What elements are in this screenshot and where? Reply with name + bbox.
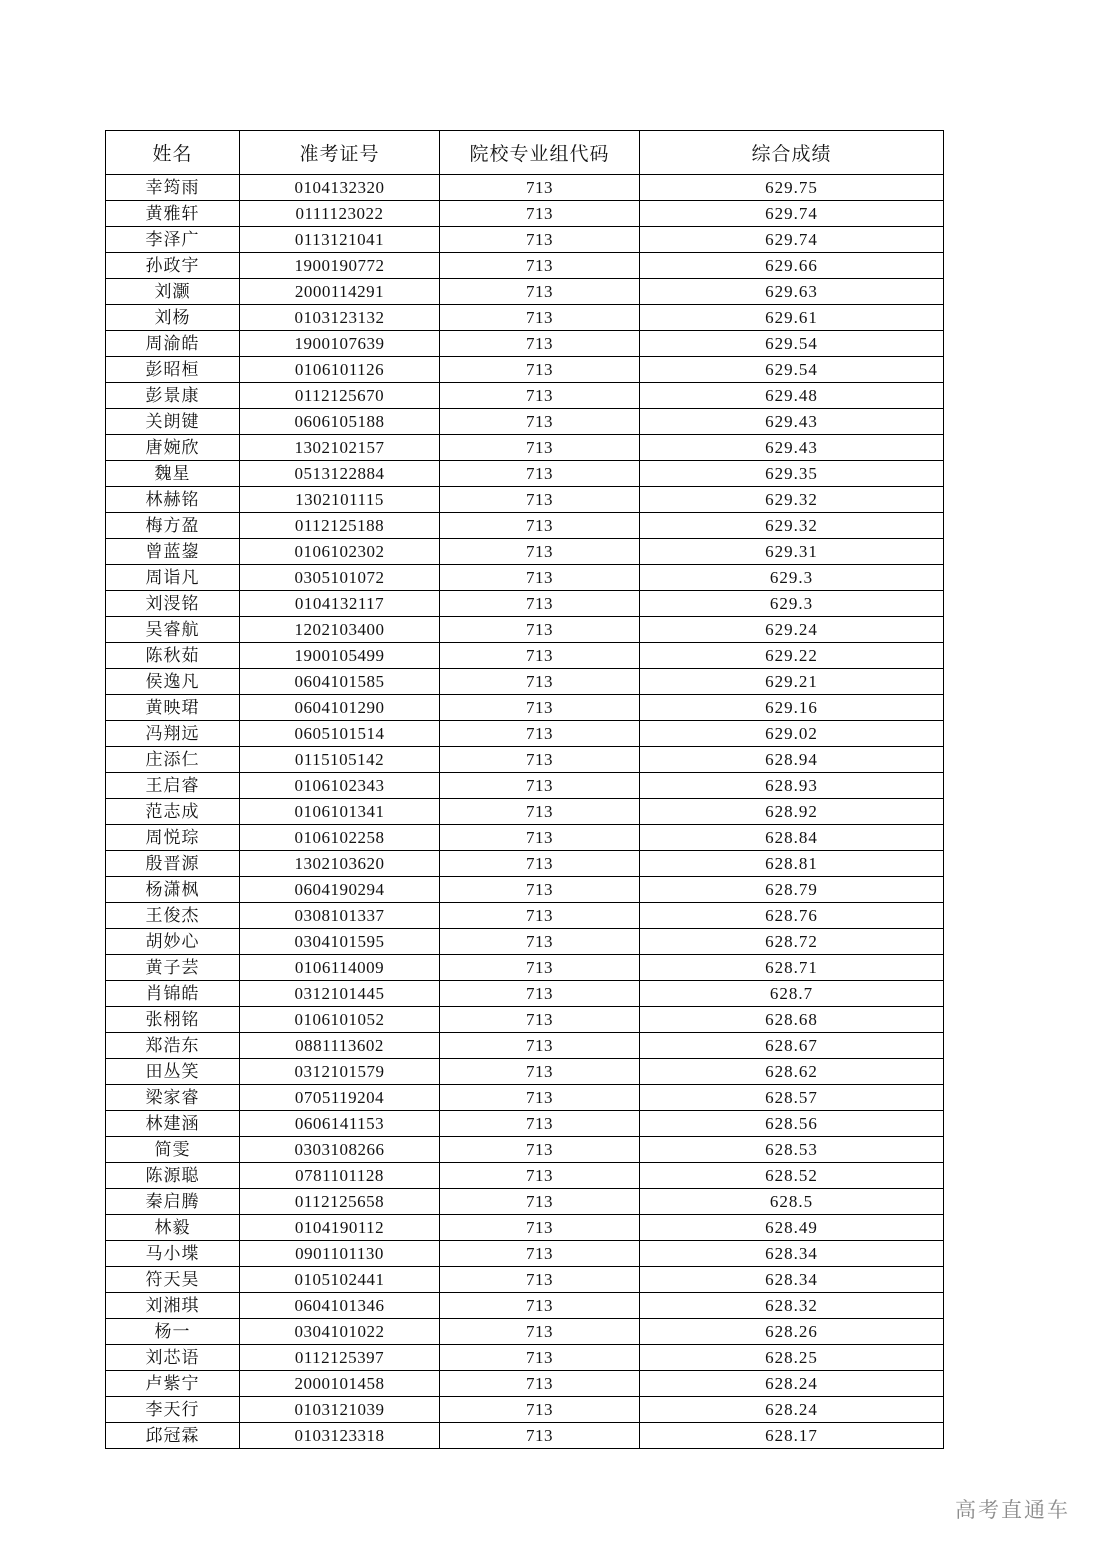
cell-name: 刘灏 xyxy=(106,279,240,305)
cell-exam-no: 0312101579 xyxy=(240,1059,440,1085)
table-row xyxy=(106,357,944,383)
cell-score: 628.81 xyxy=(640,851,944,877)
cell-exam-no: 0604101585 xyxy=(240,669,440,695)
cell-exam-no: 0106114009 xyxy=(240,955,440,981)
table-row xyxy=(106,1319,944,1345)
cell-exam-no: 0104132320 xyxy=(240,175,440,201)
cell-group-code: 713 xyxy=(440,1059,640,1085)
cell-group-code: 713 xyxy=(440,305,640,331)
cell-score: 628.68 xyxy=(640,1007,944,1033)
table-row xyxy=(106,617,944,643)
table-row xyxy=(106,331,944,357)
table-row xyxy=(106,903,944,929)
cell-exam-no: 0901101130 xyxy=(240,1241,440,1267)
table-row xyxy=(106,1345,944,1371)
cell-name: 卢紫宁 xyxy=(106,1371,240,1397)
cell-name: 李泽广 xyxy=(106,227,240,253)
cell-group-code: 713 xyxy=(440,227,640,253)
cell-group-code: 713 xyxy=(440,1033,640,1059)
cell-score: 628.26 xyxy=(640,1319,944,1345)
table-row xyxy=(106,539,944,565)
cell-name: 田丛笑 xyxy=(106,1059,240,1085)
cell-score: 628.5 xyxy=(640,1189,944,1215)
cell-name: 陈秋茹 xyxy=(106,643,240,669)
cell-score: 628.67 xyxy=(640,1033,944,1059)
cell-exam-no: 2000114291 xyxy=(240,279,440,305)
table-row xyxy=(106,565,944,591)
cell-score: 628.32 xyxy=(640,1293,944,1319)
cell-name: 林建涵 xyxy=(106,1111,240,1137)
cell-name: 彭昭桓 xyxy=(106,357,240,383)
cell-group-code: 713 xyxy=(440,331,640,357)
cell-score: 629.16 xyxy=(640,695,944,721)
cell-exam-no: 0115105142 xyxy=(240,747,440,773)
cell-exam-no: 0305101072 xyxy=(240,565,440,591)
cell-score: 628.93 xyxy=(640,773,944,799)
cell-exam-no: 0106101341 xyxy=(240,799,440,825)
cell-name: 关朗键 xyxy=(106,409,240,435)
cell-name: 幸筠雨 xyxy=(106,175,240,201)
table-row xyxy=(106,825,944,851)
table-row xyxy=(106,1371,944,1397)
cell-score: 629.35 xyxy=(640,461,944,487)
cell-name: 杨一 xyxy=(106,1319,240,1345)
cell-exam-no: 0112125658 xyxy=(240,1189,440,1215)
cell-group-code: 713 xyxy=(440,1215,640,1241)
cell-group-code: 713 xyxy=(440,981,640,1007)
cell-exam-no: 0112125397 xyxy=(240,1345,440,1371)
table-row xyxy=(106,435,944,461)
cell-exam-no: 0304101022 xyxy=(240,1319,440,1345)
cell-group-code: 713 xyxy=(440,643,640,669)
cell-score: 629.61 xyxy=(640,305,944,331)
table-row xyxy=(106,279,944,305)
cell-exam-no: 0105102441 xyxy=(240,1267,440,1293)
cell-name: 魏星 xyxy=(106,461,240,487)
column-header-exam-no: 准考证号 xyxy=(240,131,440,175)
cell-score: 629.74 xyxy=(640,201,944,227)
table-row xyxy=(106,1241,944,1267)
cell-score: 628.24 xyxy=(640,1371,944,1397)
cell-exam-no: 0106102302 xyxy=(240,539,440,565)
cell-score: 628.49 xyxy=(640,1215,944,1241)
cell-score: 629.32 xyxy=(640,513,944,539)
cell-group-code: 713 xyxy=(440,357,640,383)
cell-group-code: 713 xyxy=(440,825,640,851)
table-row xyxy=(106,1163,944,1189)
cell-exam-no: 0106101052 xyxy=(240,1007,440,1033)
table-row xyxy=(106,695,944,721)
cell-group-code: 713 xyxy=(440,1371,640,1397)
cell-group-code: 713 xyxy=(440,773,640,799)
column-header-score: 综合成绩 xyxy=(640,131,944,175)
cell-name: 马小堞 xyxy=(106,1241,240,1267)
cell-group-code: 713 xyxy=(440,1111,640,1137)
cell-score: 628.94 xyxy=(640,747,944,773)
table-row xyxy=(106,461,944,487)
cell-group-code: 713 xyxy=(440,929,640,955)
cell-group-code: 713 xyxy=(440,201,640,227)
cell-exam-no: 0604101346 xyxy=(240,1293,440,1319)
cell-score: 628.76 xyxy=(640,903,944,929)
cell-score: 629.54 xyxy=(640,357,944,383)
cell-group-code: 713 xyxy=(440,955,640,981)
cell-exam-no: 1202103400 xyxy=(240,617,440,643)
cell-score: 628.17 xyxy=(640,1423,944,1449)
cell-score: 628.84 xyxy=(640,825,944,851)
table-row xyxy=(106,305,944,331)
cell-group-code: 713 xyxy=(440,435,640,461)
cell-score: 629.21 xyxy=(640,669,944,695)
cell-name: 唐婉欣 xyxy=(106,435,240,461)
cell-group-code: 713 xyxy=(440,1319,640,1345)
cell-name: 邱冠霖 xyxy=(106,1423,240,1449)
table-row xyxy=(106,1397,944,1423)
cell-score: 629.63 xyxy=(640,279,944,305)
admission-score-table xyxy=(105,130,944,1449)
table-row xyxy=(106,1007,944,1033)
cell-score: 629.3 xyxy=(640,591,944,617)
cell-score: 629.43 xyxy=(640,435,944,461)
table-body xyxy=(106,175,944,1449)
cell-group-code: 713 xyxy=(440,1085,640,1111)
cell-exam-no: 1302102157 xyxy=(240,435,440,461)
cell-exam-no: 0303108266 xyxy=(240,1137,440,1163)
cell-name: 黄子芸 xyxy=(106,955,240,981)
cell-group-code: 713 xyxy=(440,721,640,747)
table-row xyxy=(106,643,944,669)
cell-exam-no: 0304101595 xyxy=(240,929,440,955)
cell-score: 628.57 xyxy=(640,1085,944,1111)
cell-group-code: 713 xyxy=(440,617,640,643)
cell-score: 629.31 xyxy=(640,539,944,565)
cell-group-code: 713 xyxy=(440,539,640,565)
table-row xyxy=(106,1423,944,1449)
cell-group-code: 713 xyxy=(440,409,640,435)
cell-group-code: 713 xyxy=(440,1397,640,1423)
table-row xyxy=(106,773,944,799)
cell-group-code: 713 xyxy=(440,1293,640,1319)
cell-group-code: 713 xyxy=(440,851,640,877)
table-row xyxy=(106,175,944,201)
cell-name: 张栩铭 xyxy=(106,1007,240,1033)
cell-score: 629.02 xyxy=(640,721,944,747)
cell-name: 刘芯语 xyxy=(106,1345,240,1371)
cell-name: 简雯 xyxy=(106,1137,240,1163)
table-row xyxy=(106,877,944,903)
cell-group-code: 713 xyxy=(440,591,640,617)
cell-exam-no: 0605101514 xyxy=(240,721,440,747)
cell-exam-no: 0104190112 xyxy=(240,1215,440,1241)
cell-exam-no: 2000101458 xyxy=(240,1371,440,1397)
cell-score: 629.74 xyxy=(640,227,944,253)
cell-score: 628.7 xyxy=(640,981,944,1007)
cell-exam-no: 0781101128 xyxy=(240,1163,440,1189)
watermark-label: 高考直通车 xyxy=(955,1499,1070,1522)
cell-exam-no: 1900105499 xyxy=(240,643,440,669)
cell-group-code: 713 xyxy=(440,1267,640,1293)
table-row xyxy=(106,1033,944,1059)
cell-score: 629.43 xyxy=(640,409,944,435)
table-row xyxy=(106,955,944,981)
cell-group-code: 713 xyxy=(440,175,640,201)
table-row xyxy=(106,487,944,513)
cell-exam-no: 1900190772 xyxy=(240,253,440,279)
table-header-row xyxy=(106,131,944,175)
cell-name: 郑浩东 xyxy=(106,1033,240,1059)
cell-score: 628.34 xyxy=(640,1241,944,1267)
cell-score: 629.24 xyxy=(640,617,944,643)
cell-score: 628.92 xyxy=(640,799,944,825)
cell-score: 628.72 xyxy=(640,929,944,955)
cell-name: 王启睿 xyxy=(106,773,240,799)
cell-name: 周悦琮 xyxy=(106,825,240,851)
table-row xyxy=(106,669,944,695)
cell-score: 628.53 xyxy=(640,1137,944,1163)
cell-exam-no: 1302103620 xyxy=(240,851,440,877)
cell-exam-no: 0606141153 xyxy=(240,1111,440,1137)
cell-score: 628.56 xyxy=(640,1111,944,1137)
cell-exam-no: 0103123132 xyxy=(240,305,440,331)
cell-exam-no: 0111123022 xyxy=(240,201,440,227)
cell-score: 629.32 xyxy=(640,487,944,513)
cell-name: 梁家睿 xyxy=(106,1085,240,1111)
cell-exam-no: 0112125670 xyxy=(240,383,440,409)
cell-name: 刘杨 xyxy=(106,305,240,331)
cell-name: 胡妙心 xyxy=(106,929,240,955)
cell-group-code: 713 xyxy=(440,1163,640,1189)
cell-exam-no: 0881113602 xyxy=(240,1033,440,1059)
cell-exam-no: 0312101445 xyxy=(240,981,440,1007)
cell-exam-no: 0308101337 xyxy=(240,903,440,929)
table-row xyxy=(106,201,944,227)
cell-exam-no: 0106102258 xyxy=(240,825,440,851)
cell-name: 殷晋源 xyxy=(106,851,240,877)
cell-name: 黄雅轩 xyxy=(106,201,240,227)
cell-name: 彭景康 xyxy=(106,383,240,409)
cell-score: 629.22 xyxy=(640,643,944,669)
cell-score: 628.62 xyxy=(640,1059,944,1085)
cell-name: 黄映珺 xyxy=(106,695,240,721)
cell-exam-no: 0104132117 xyxy=(240,591,440,617)
cell-name: 李天行 xyxy=(106,1397,240,1423)
cell-group-code: 713 xyxy=(440,695,640,721)
cell-score: 628.25 xyxy=(640,1345,944,1371)
cell-name: 刘湘琪 xyxy=(106,1293,240,1319)
cell-group-code: 713 xyxy=(440,383,640,409)
cell-score: 629.48 xyxy=(640,383,944,409)
cell-name: 周诣凡 xyxy=(106,565,240,591)
table-row xyxy=(106,1111,944,1137)
cell-name: 梅方盈 xyxy=(106,513,240,539)
table-row xyxy=(106,1267,944,1293)
table-row xyxy=(106,513,944,539)
cell-name: 吴睿航 xyxy=(106,617,240,643)
cell-score: 629.3 xyxy=(640,565,944,591)
cell-name: 冯翔远 xyxy=(106,721,240,747)
table-row xyxy=(106,253,944,279)
cell-score: 629.66 xyxy=(640,253,944,279)
cell-group-code: 713 xyxy=(440,1241,640,1267)
table-row xyxy=(106,1085,944,1111)
cell-group-code: 713 xyxy=(440,903,640,929)
cell-group-code: 713 xyxy=(440,1345,640,1371)
cell-exam-no: 0604190294 xyxy=(240,877,440,903)
cell-name: 陈源聪 xyxy=(106,1163,240,1189)
cell-group-code: 713 xyxy=(440,1137,640,1163)
cell-name: 孙政宇 xyxy=(106,253,240,279)
table-row xyxy=(106,591,944,617)
table-row xyxy=(106,227,944,253)
cell-name: 杨潇枫 xyxy=(106,877,240,903)
cell-score: 629.75 xyxy=(640,175,944,201)
cell-group-code: 713 xyxy=(440,487,640,513)
cell-score: 628.34 xyxy=(640,1267,944,1293)
table-row xyxy=(106,981,944,1007)
cell-exam-no: 0103123318 xyxy=(240,1423,440,1449)
cell-score: 628.71 xyxy=(640,955,944,981)
cell-name: 肖锦皓 xyxy=(106,981,240,1007)
cell-group-code: 713 xyxy=(440,877,640,903)
cell-name: 庄添仁 xyxy=(106,747,240,773)
cell-group-code: 713 xyxy=(440,1189,640,1215)
cell-score: 628.79 xyxy=(640,877,944,903)
cell-group-code: 713 xyxy=(440,461,640,487)
table-row xyxy=(106,1137,944,1163)
table-row xyxy=(106,409,944,435)
cell-name: 秦启腾 xyxy=(106,1189,240,1215)
table-row xyxy=(106,851,944,877)
cell-group-code: 713 xyxy=(440,1007,640,1033)
cell-group-code: 713 xyxy=(440,253,640,279)
cell-exam-no: 1302101115 xyxy=(240,487,440,513)
column-header-name: 姓名 xyxy=(106,131,240,175)
table-row xyxy=(106,1293,944,1319)
table-row xyxy=(106,799,944,825)
cell-group-code: 713 xyxy=(440,279,640,305)
column-header-group-code: 院校专业组代码 xyxy=(440,131,640,175)
cell-score: 628.24 xyxy=(640,1397,944,1423)
cell-name: 王俊杰 xyxy=(106,903,240,929)
cell-exam-no: 0604101290 xyxy=(240,695,440,721)
table-row xyxy=(106,1059,944,1085)
cell-group-code: 713 xyxy=(440,747,640,773)
cell-group-code: 713 xyxy=(440,1423,640,1449)
cell-name: 刘渂铭 xyxy=(106,591,240,617)
table-row xyxy=(106,1215,944,1241)
cell-name: 侯逸凡 xyxy=(106,669,240,695)
cell-exam-no: 0112125188 xyxy=(240,513,440,539)
cell-exam-no: 0705119204 xyxy=(240,1085,440,1111)
cell-exam-no: 0106101126 xyxy=(240,357,440,383)
table-row xyxy=(106,721,944,747)
cell-name: 林赫铭 xyxy=(106,487,240,513)
cell-exam-no: 1900107639 xyxy=(240,331,440,357)
cell-score: 629.54 xyxy=(640,331,944,357)
cell-name: 曾蓝鋆 xyxy=(106,539,240,565)
cell-group-code: 713 xyxy=(440,669,640,695)
cell-group-code: 713 xyxy=(440,565,640,591)
cell-exam-no: 0606105188 xyxy=(240,409,440,435)
table-row xyxy=(106,747,944,773)
cell-exam-no: 0513122884 xyxy=(240,461,440,487)
table-header xyxy=(106,131,944,175)
table-row xyxy=(106,383,944,409)
cell-group-code: 713 xyxy=(440,513,640,539)
cell-exam-no: 0106102343 xyxy=(240,773,440,799)
table-row xyxy=(106,929,944,955)
cell-name: 范志成 xyxy=(106,799,240,825)
cell-score: 628.52 xyxy=(640,1163,944,1189)
cell-name: 周渝皓 xyxy=(106,331,240,357)
cell-exam-no: 0113121041 xyxy=(240,227,440,253)
cell-name: 符天昊 xyxy=(106,1267,240,1293)
cell-group-code: 713 xyxy=(440,799,640,825)
cell-name: 林毅 xyxy=(106,1215,240,1241)
table-row xyxy=(106,1189,944,1215)
cell-exam-no: 0103121039 xyxy=(240,1397,440,1423)
